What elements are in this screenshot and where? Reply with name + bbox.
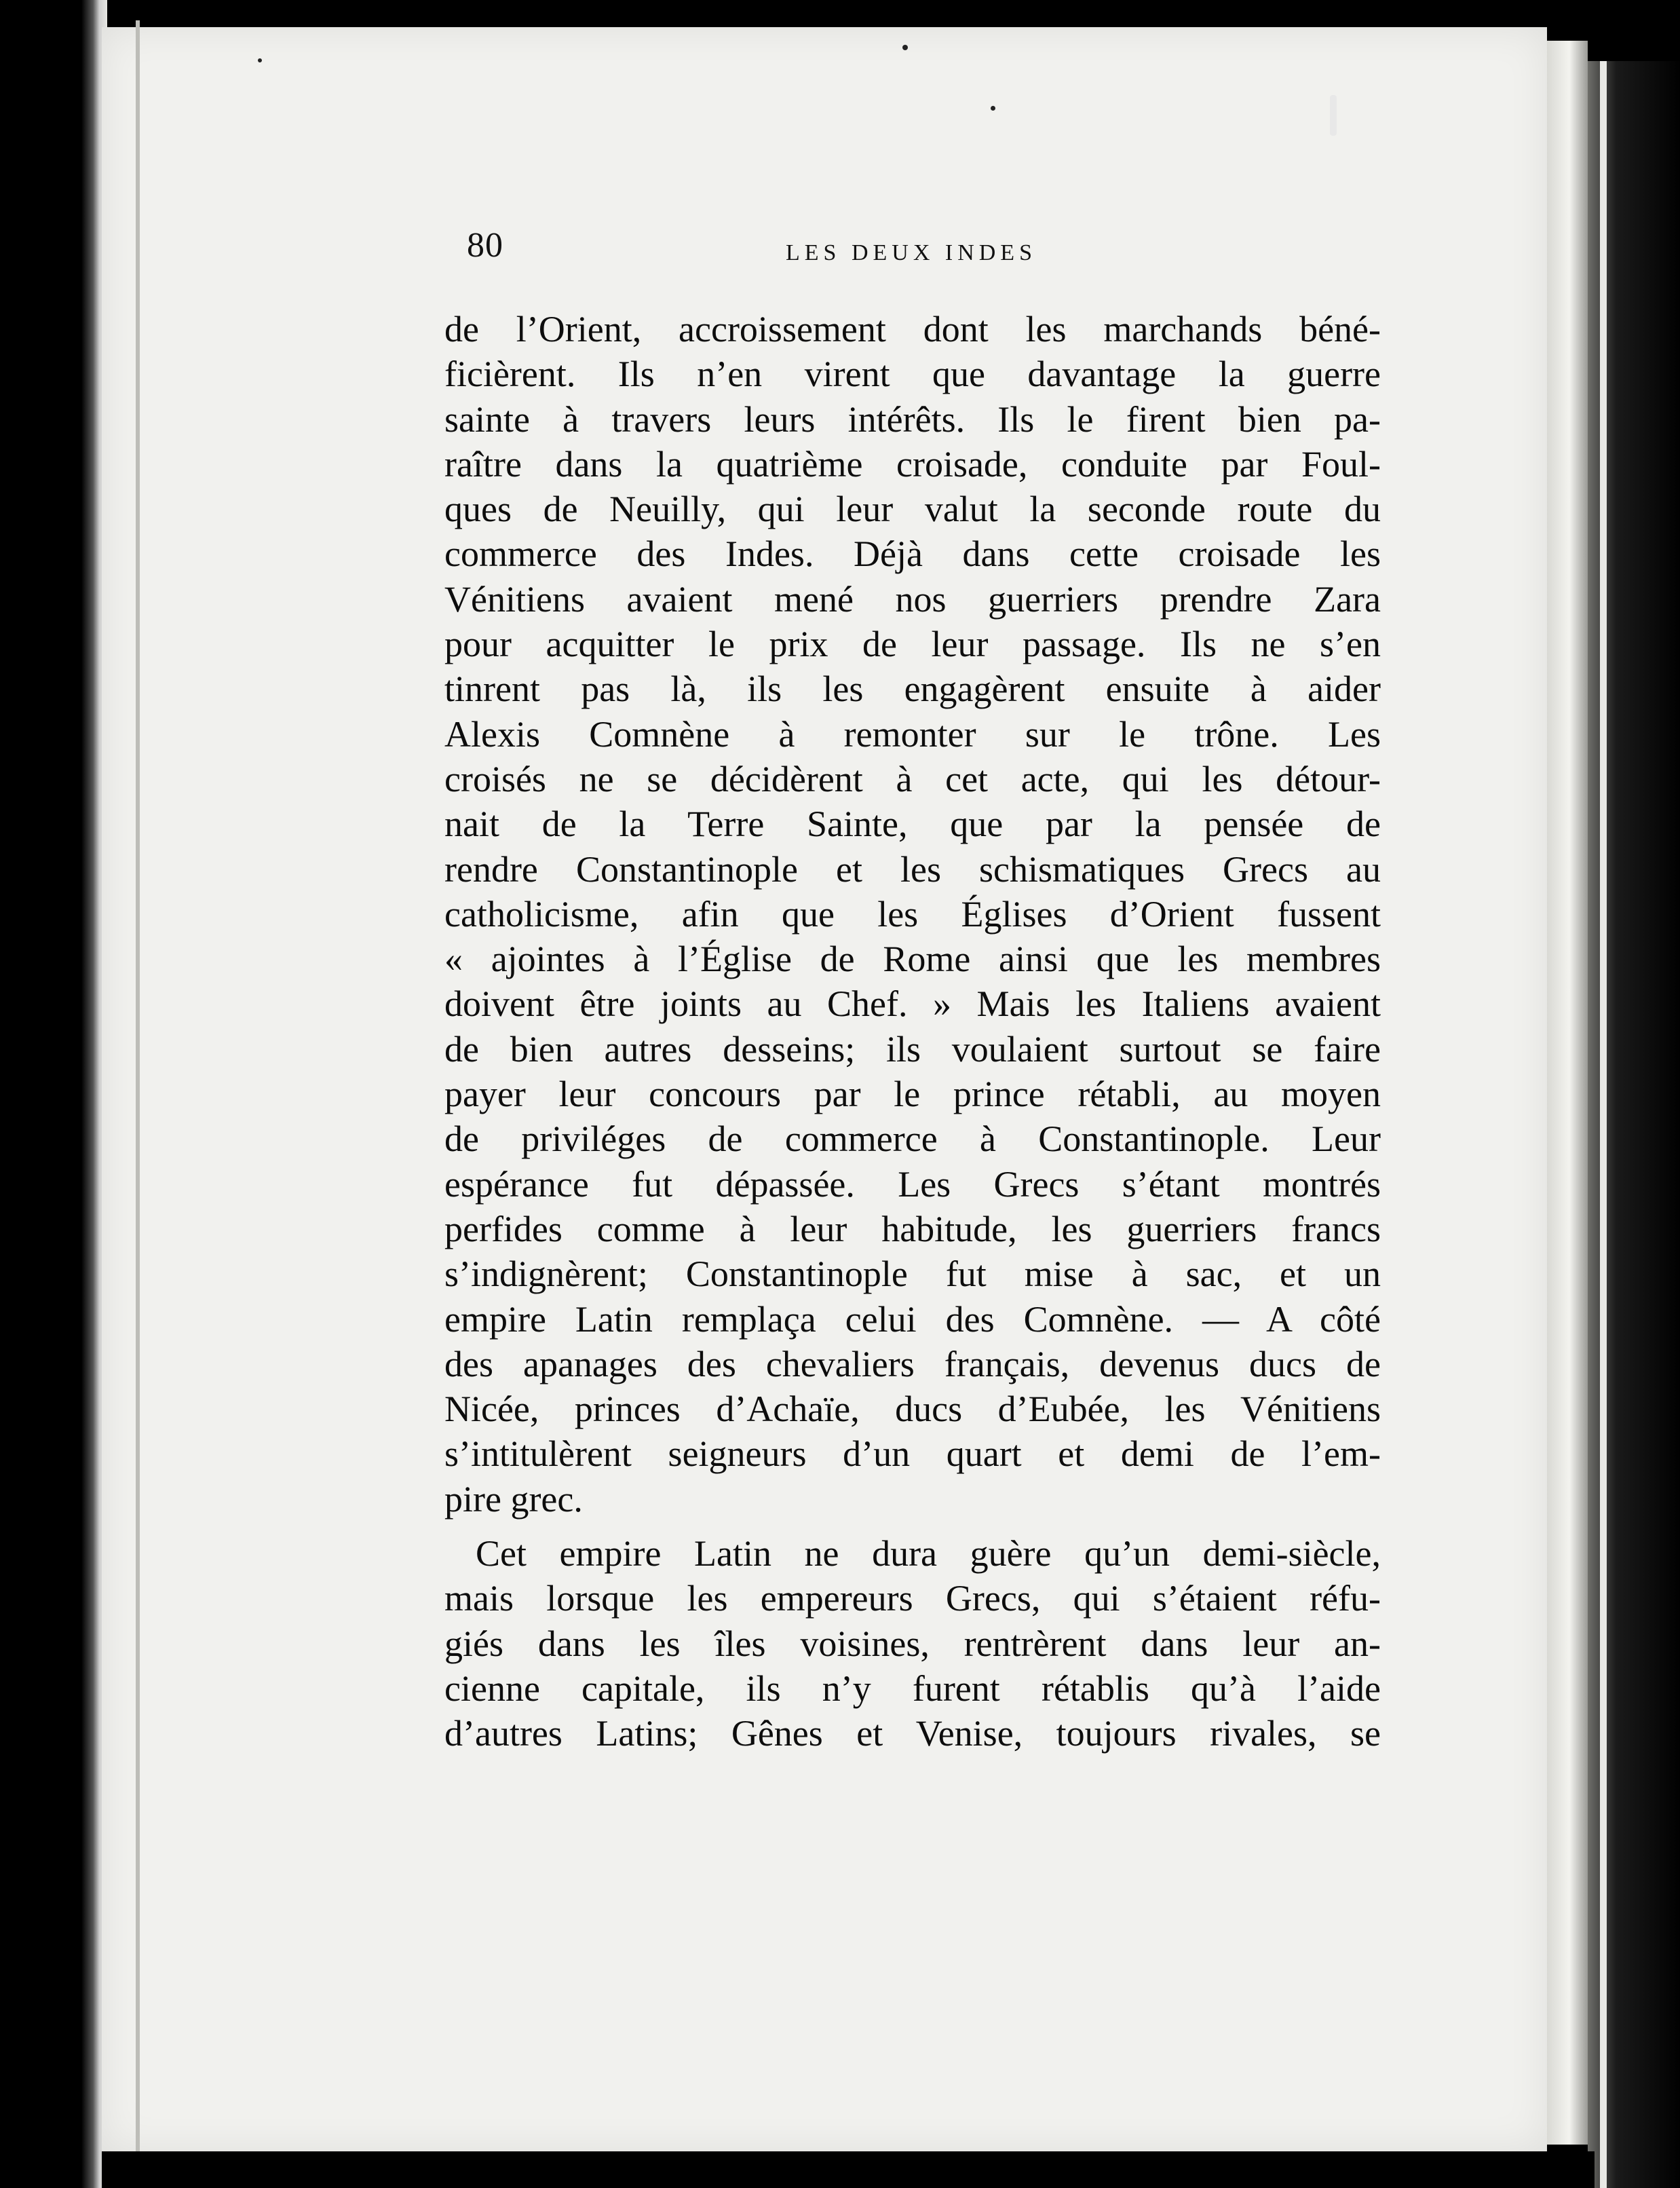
- running-head: LES DEUX INDES: [786, 240, 1037, 265]
- text-line: « ajointes à l’Église de Rome ainsi que les membres: [444, 939, 1381, 980]
- text-line: Nicée, princes d’Achaïe, ducs d’Eubée, les Vénitiens: [444, 1389, 1381, 1430]
- scan-border-bottom: [102, 2151, 1595, 2188]
- text-line: Vénitiens avaient mené nos guerriers prendre Zara: [444, 578, 1381, 620]
- paragraph: [444, 1531, 1381, 1756]
- body-text: [444, 307, 1381, 1756]
- text-line: Cet empire Latin ne dura guère qu’un demi-siècle,: [476, 1533, 1381, 1574]
- text-line: Alexis Comnène à remonter sur le trône. Les: [444, 713, 1381, 755]
- text-line: de priviléges de commerce à Constantinople. Leur: [444, 1118, 1381, 1160]
- text-line: sainte à travers leurs intérêts. Ils le firent bien pa-: [444, 398, 1381, 440]
- text-line: pire grec.: [444, 1478, 583, 1520]
- paper-mark: [1330, 95, 1337, 136]
- book-binding-right: [1588, 61, 1680, 2188]
- text-line: giés dans les îles voisines, rentrèrent dans leur an-: [444, 1623, 1381, 1664]
- text-line: tinrent pas là, ils les engagèrent ensuite à aider: [444, 668, 1381, 710]
- page-number: 80: [467, 226, 503, 265]
- text-line: pour acquitter le prix de leur passage. Ils ne s’en: [444, 624, 1381, 665]
- text-line: cienne capitale, ils n’y furent rétablis qu’à l’aide: [444, 1667, 1381, 1709]
- text-line: des apanages des chevaliers français, devenus ducs de: [444, 1343, 1381, 1384]
- text-line: espérance fut dépassée. Les Grecs s’étant montrés: [444, 1163, 1381, 1205]
- text-line: croisés ne se décidèrent à cet acte, qui les détour-: [444, 758, 1381, 799]
- page-edge-line: [136, 20, 140, 2158]
- text-line: commerce des Indes. Déjà dans cette croisade les: [444, 533, 1381, 575]
- text-line: s’indignèrent; Constantinople fut mise à sac, et un: [444, 1253, 1381, 1295]
- paragraph: [444, 307, 1381, 1522]
- text-line: catholicisme, afin que les Églises d’Orient fussent: [444, 893, 1381, 935]
- dust-speck: [902, 45, 908, 50]
- text-line: ficièrent. Ils n’en virent que davantage la guerre: [444, 354, 1381, 395]
- dust-speck: [258, 58, 262, 62]
- text-line: raître dans la quatrième croisade, conduite par Foul-: [444, 443, 1381, 485]
- text-line: nait de la Terre Sainte, que par la pensée de: [444, 804, 1381, 845]
- text-line: payer leur concours par le prince rétabli, au moyen: [444, 1074, 1381, 1115]
- page-header: [467, 225, 1349, 280]
- paragraph-gap: [444, 1522, 1381, 1531]
- text-line: de bien autres desseins; ils voulaient surtout se faire: [444, 1028, 1381, 1070]
- text-line: ques de Neuilly, qui leur valut la seconde route du: [444, 489, 1381, 530]
- text-line: d’autres Latins; Gênes et Venise, toujours rivales, se: [444, 1713, 1381, 1754]
- text-line: doivent être joints au Chef. » Mais les Italiens avaient: [444, 983, 1381, 1025]
- text-line: s’intitulèrent seigneurs d’un quart et demi de l’em-: [444, 1433, 1381, 1475]
- text-line: de l’Orient, accroissement dont les marchands béné-: [444, 309, 1381, 350]
- text-line: rendre Constantinople et les schismatiques Grecs au: [444, 848, 1381, 890]
- page-fold-right: [1547, 41, 1588, 2145]
- text-line: mais lorsque les empereurs Grecs, qui s’étaient réfu-: [444, 1578, 1381, 1619]
- dust-speck: [991, 106, 995, 111]
- text-line: perfides comme à leur habitude, les guerriers francs: [444, 1208, 1381, 1249]
- text-line: empire Latin remplaça celui des Comnène. — A côté: [444, 1298, 1381, 1340]
